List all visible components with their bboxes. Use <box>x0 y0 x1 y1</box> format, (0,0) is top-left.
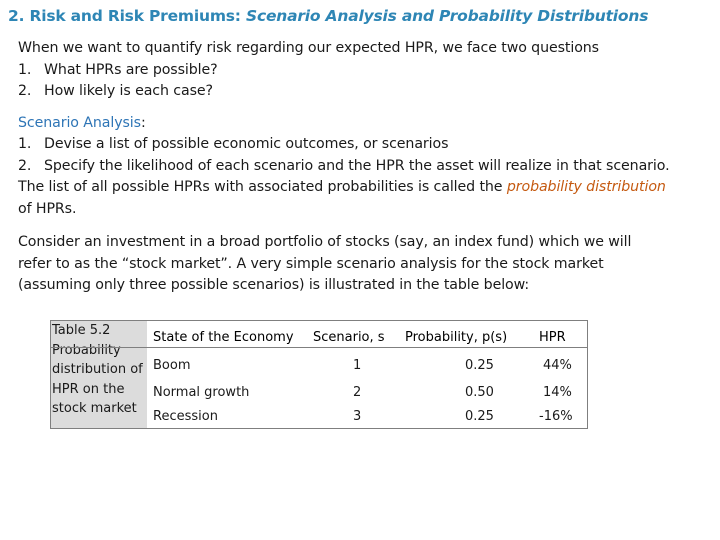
scenario-step-1-number: 1. <box>18 136 32 152</box>
header-hpr: HPR <box>539 330 566 345</box>
table-row-3-hpr: -16% <box>539 409 573 424</box>
caption-line: HPR on the <box>52 381 125 397</box>
scenario-step-1-text: Devise a list of possible economic outcomes, or scenarios <box>44 136 449 152</box>
caption-line: Probability <box>52 342 121 358</box>
table-row-1-scenario: 1 <box>353 358 362 373</box>
scenario-step-2 <box>18 156 708 178</box>
scenario-step-1 <box>18 134 708 156</box>
question-2 <box>18 81 708 103</box>
spacer <box>18 220 708 232</box>
scenario-heading-colon: : <box>140 114 146 131</box>
caption-line: stock market <box>52 401 137 416</box>
table-row-1-state: Boom <box>153 358 191 373</box>
title-plain: 2. Risk and Risk Premiums: <box>8 7 246 25</box>
table-row-3-probability: 0.25 <box>465 409 494 424</box>
probability-distribution-table <box>50 320 588 429</box>
table-row-1-probability: 0.25 <box>465 358 494 373</box>
intro-line: When we want to quantify risk regarding our expected HPR, we face two questions <box>18 40 599 56</box>
table-row-3-scenario: 3 <box>353 409 362 424</box>
question-1-text: What HPRs are possible? <box>44 61 218 78</box>
scenario-analysis-term: Scenario Analysis <box>18 114 141 131</box>
header-scenario: Scenario, s <box>313 330 385 345</box>
caption-line: Table 5.2 <box>52 323 111 338</box>
caption-line: distribution of <box>52 362 143 377</box>
scenario-heading <box>18 113 708 135</box>
slide-title <box>8 7 648 25</box>
consider-line-1: Consider an investment in a broad portfolio of stocks (say, an index fund) which we will <box>18 234 632 250</box>
table-row-2-scenario: 2 <box>353 385 362 400</box>
header-probability: Probability, p(s) <box>405 330 508 345</box>
distribution-definition <box>18 177 708 199</box>
question-2-number: 2. <box>18 83 32 99</box>
consider-line-3: (assuming only three possible scenarios) is illustrated in the table below: <box>18 277 530 293</box>
consider-line-2: refer to as the “stock market”. A very simple scenario analysis for the stock market <box>18 255 604 272</box>
probability-distribution-term: probability distribution <box>506 179 666 195</box>
question-1-number: 1. <box>18 61 32 78</box>
question-2-text: How likely is each case? <box>44 83 213 99</box>
question-1 <box>18 60 708 82</box>
table-header-row <box>51 321 587 348</box>
header-state: State of the Economy <box>153 330 294 345</box>
scenario-step-2-text: Specify the likelihood of each scenario and the HPR the asset will realize in that scenario. <box>44 157 670 174</box>
table-row-2-probability: 0.50 <box>465 385 494 400</box>
table-row-1-hpr: 44% <box>543 358 572 373</box>
spacer <box>18 103 708 113</box>
distribution-pre: The list of all possible HPRs with associated probabilities is called the <box>18 179 507 195</box>
table-row-2-hpr: 14% <box>543 385 572 400</box>
table-row-2-state: Normal growth <box>153 385 250 400</box>
scenario-step-2-number: 2. <box>18 157 32 174</box>
distribution-post: of HPRs. <box>18 200 77 217</box>
slide-body <box>18 38 708 297</box>
table-row-3-state: Recession <box>153 409 218 424</box>
title-italic: Scenario Analysis and Probability Distributions <box>246 7 649 25</box>
